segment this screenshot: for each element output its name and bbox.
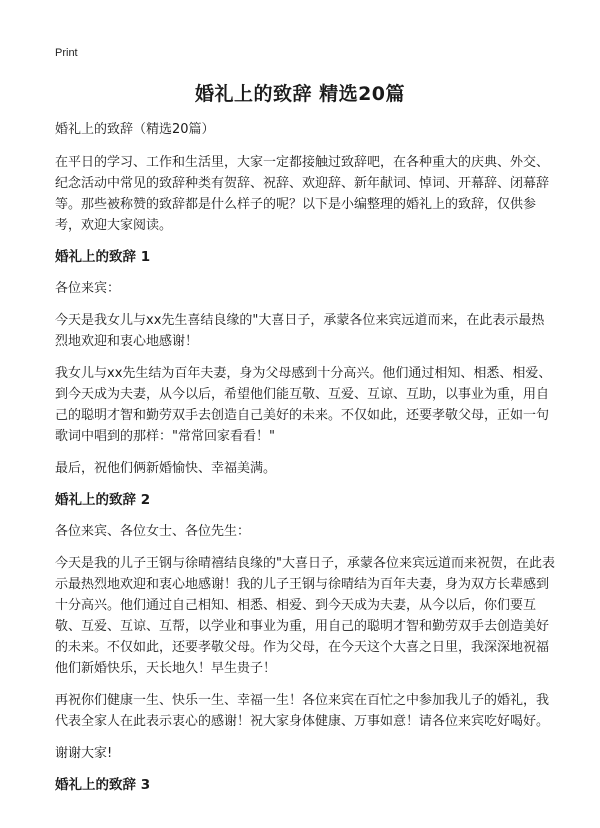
paragraph: 今天是我女儿与xx先生喜结良缘的"大喜日子，承蒙各位来宾远道而来，在此表示最热烈地欢迎和衷心地感谢！ <box>55 313 545 349</box>
paragraph: 谢谢大家! <box>55 746 113 761</box>
paragraph: 今天是我的儿子王钢与徐晴禧结良缘的"大喜日子，承蒙各位来宾远道而来祝贺，在此表示最热烈地欢迎和衷心地感谢！我的儿子王钢与徐晴结为百年夫妻，身为双方长辈感到十分高兴。他们通过自己相知、相悉、相爱、到今天成为夫妻，从今以后，你们要互敬、互爱、互谅、互帮，以学业和事业为重，用自己的聪明才智和勤劳双手去创造美好的未来。不仅如此，还要孝敬父母。作为父母，在今天这个大喜之日里，我深深地祝福他们新婚快乐，天长地久！早生贵子！ <box>55 556 555 676</box>
page-title: 婚礼上的致辞 精选20篇 <box>194 83 406 105</box>
paragraph: 最后，祝他们俩新婚愉快、幸福美满。 <box>55 461 277 476</box>
section-heading: 婚礼上的致辞 2 <box>55 492 151 508</box>
section-heading: 婚礼上的致辞 1 <box>55 249 151 265</box>
paragraph: 再祝你们健康一生、快乐一生、幸福一生！各位来宾在百忙之中参加我儿子的婚礼，我代表全家人在此表示衷心的感谢！祝大家身体健康、万事如意！请各位来宾吃好喝好。 <box>55 693 550 729</box>
paragraph: 各位来宾： <box>55 281 121 296</box>
document-body <box>55 120 555 806</box>
paragraph: 各位来宾、各位女士、各位先生： <box>55 524 251 539</box>
intro-paragraph: 在平日的学习、工作和生活里，大家一定都接触过致辞吧，在各种重大的庆典、外交、纪念活动中常见的致辞种类有贺辞、祝辞、欢迎辞、新年献词、悼词、开幕辞、闭幕辞等。那些被称赞的致辞都是什么样子的呢？以下是小编整理的婚礼上的致辞，仅供参考，欢迎大家阅读。 <box>55 155 550 233</box>
document-subtitle: 婚礼上的致辞（精选20篇） <box>55 122 215 137</box>
section-heading: 婚礼上的致辞 3 <box>55 777 151 793</box>
print-link[interactable]: Print <box>55 47 78 59</box>
paragraph: 我女儿与xx先生结为百年夫妻，身为父母感到十分高兴。他们通过相知、相悉、相爱、到今天成为夫妻，从今以后，希望他们能互敬、互爱、互谅、互助，以事业为重，用自己的聪明才智和勤劳双手去创造自己美好的未来。不仅如此，还要孝敬父母，正如一句歌词中唱到的那样："常常回家看看！" <box>55 366 552 444</box>
